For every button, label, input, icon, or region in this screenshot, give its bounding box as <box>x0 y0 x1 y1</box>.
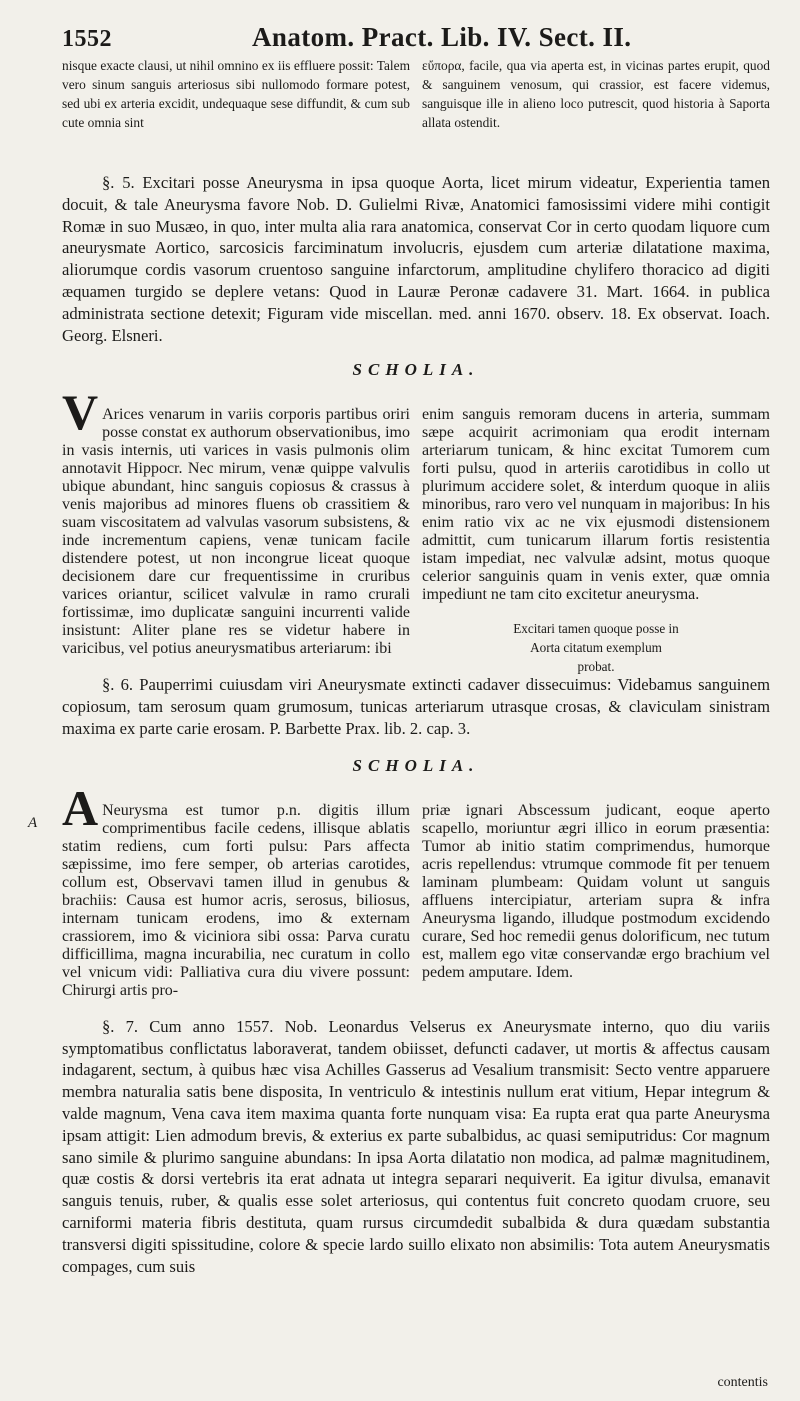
section-7: §. 7. Cum anno 1557. Nob. Leonardus Velserus ex Aneurysmate interno, quo diu variis symptomatibus conflictatus laboraverat, tandem obiisset, defuncti cadaver, ut mortis & affectus causam indagarent, sectum, à quibus hæc visa Achilles Gasserus ad Vesalium transmisit: Secto ventre apparuere membra naturalia satis bene disposita, In ventriculo & intestinis nullum erat vitium, Hepar integrum & valde magnum, Vena cava item maxima quanta forte nunquam visa: Ea rupta erat qua parte Aneurysma ipsam attigit: Lien admodum brevis, & exterius ex parte subalbidus, ac quasi semiputridus: Cor magnum sano simile & plurimo sanguine abundans: In ipsa Aorta dilatatio non modica, ad palmæ magnitudinem, quæ costis & dorsi vertebris ita erat adnata ut integra separari nequiverit. Ea igitur divulsa, emanavit sanguis tenuis, ruber, & qualis esse solet arteriosus, qui contentus fuit concreto quodam cruore, seu carniformi materia fibris destituta, quam rursus circumdedit subalbida & dura quædam substantia transversi digiti spissitudine, colore & specie lardo suillo elixato non absimilis: Tota autem Aneurysmatis compages, cum suis <box>62 1016 770 1276</box>
drop-cap-v: V <box>62 384 99 441</box>
page-header <box>62 22 770 56</box>
scholia-1-right: enim sanguis remoram ducens in arteria, summam sæpe acquirit acrimoniam qua erodit internam arteriarum tunicam, & hinc excitat Tumorem cum forti pulsu, quod in arteriis carotidibus in collo ut plurimum accidere solet, & interdum quoque in aliis minoribus, raro vero vel nunquam in majoribus: In his enim ratio vix ac ne vix ejusmodi distensionem admittit, cum tunicarum illarum fortis resistentia istam impediat, nec valvulæ adsint, motus quoque celerior sanguinis quam in venis exter, quæ omnia impediunt ne tam cito excitetur aneurysma. <box>422 406 770 604</box>
top-continuation <box>62 56 770 152</box>
scholia-1-closing: Excitari tamen quoque posse in Aorta citatum exemplum probat. <box>513 621 679 674</box>
section-5: §. 5. Excitari posse Aneurysma in ipsa quoque Aorta, licet mirum videatur, Experientia tamen docuit, & tale Aneurysma favore Nob. D. Gulielmi Rivæ, Anatomici famosissimi videre mihi contigit Romæ in suo Musæo, in quo, inter multa alia rara anatomica, conservat Cor in certo quodam liquore cum aneurysmate Aortico, sarcosicis farciminatum involucris, ejusdem cum arteriæ dilatatione maxima, aliorumque cordis vasorum cruentoso sanguine infarctorum, amplitudine chylifero thoracico ad digiti æquamen turgido se deplere vetans: Quod in Lauræ Peronæ cadavere 31. Mart. 1664. in publica administrata sectione detexit; Figuram vide miscellan. med. anni 1670. observ. 18. Ex observat. Ioach. Georg. Elsneri. <box>62 173 770 345</box>
drop-cap-a: A <box>62 779 99 836</box>
section-6: §. 6. Pauperrimi cuiusdam viri Aneurysmate extincti cadaver dissecuimus: Videbamus sanguinem copiosum, tam serosum quam grumosum, tunicas arteriarum utrasque crosas, & claviculam sinistram maxima ex parte carie erosam. P. Barbette Prax. lib. 2. cap. 3. <box>62 675 770 738</box>
scholia-2-right: priæ ignari Abscessum judicant, eoque aperto scapello, moriuntur ægri illico in eorum præsentia: Tumor ab initio statim comprimendus, humorque acris repellendus: vtrumque commode fit per tenuem laminam plumbeam: Quidam volunt ut sanguis affluens intercipiatur, arteriam supra & infra Aneurysma ligando, illudque postmodum excidendo curare, Sed hoc remedii genus dolorificum, nec tutum est, mallem ego vitæ conservandæ ergo brachium vel pedem amputare. Idem. <box>422 801 770 981</box>
catchword: contentis <box>717 1375 768 1390</box>
scholia-heading-2: SCHOLIA. <box>352 755 480 775</box>
top-right-column: εὔπορα, facile, qua via aperta est, in vicinas partes erupit, quod & sanguinem venosum, qui crassior, est facere videmus, sanguisque ille in alieno loco putrescit, quod historia à Saporta allata ostendit. <box>422 58 770 130</box>
scholia-heading-1: SCHOLIA. <box>352 360 480 380</box>
top-left-column: nisque exacte clausi, ut nihil omnino ex iis effluere possit: Talem vero sinum sanguis arteriosus sibi nullomodo formare potest, sed ubi ex arteria excidit, undequaque sese diffundit, & cum sub cute omnia sint <box>62 58 410 130</box>
margin-mark: A <box>28 815 38 831</box>
scholia-1-body <box>62 384 770 674</box>
page-number: 1552 <box>62 26 112 52</box>
running-title: Anatom. Pract. Lib. IV. Sect. II. <box>252 22 632 52</box>
scholia-2-body <box>62 779 770 999</box>
scholia-2-left: Neurysma est tumor p.n. digitis illum comprimentibus facile cedens, illisque ablatis statim rediens, cum forti pulsu: Pars affecta sæpissime, imo fere semper, ob arterias carotides, collum est, Observavi tamen illud in genubus & brachiis: Causa est humor acris, serosus, biliosus, internam tunicam erodens, imo & externam crassiorem, imo & viciniora sibi ossa: Parva curatu difficillima, magna incurabilia, nec curatum in collo vel vnicum vidi: Palliativa cura diu vivere possunt: Chirurgi artis pro- <box>62 801 410 999</box>
scholia-1-left: Arices venarum in variis corporis partibus oriri posse constat ex authorum observationibus, imo in vasis internis, uti varices in vasis pulmonis olim annotavit Hippocr. Nec mirum, venæ quippe valvulis ubique abundant, hinc sanguis copiosus & crassus à venis majoribus ad minores fluens ob crassitiem & suam viscositatem ad valvulas vasorum subsistens, & inde incrementum capiens, venæ tunicam facile distendere potest, ut non incongrue liceat quoque decisionem dare cur frequentissime in cruribus varices oriantur, scilicet valvulæ in ramo crurali fortissimæ, imo duplicatæ sanguini incurrenti valide insistunt: Aliter plane res se videtur habere in varicibus, vel potius aneurysmatibus arteriarum: ibi <box>62 406 410 658</box>
